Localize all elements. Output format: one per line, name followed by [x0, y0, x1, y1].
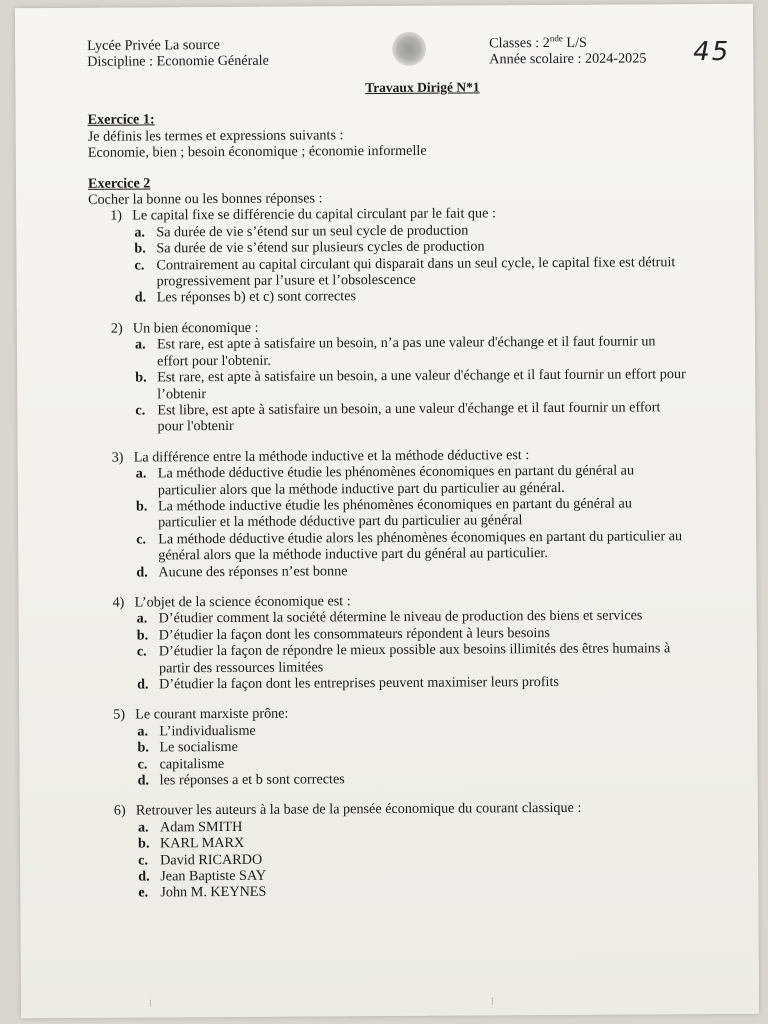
question-list — [88, 205, 692, 902]
option-text: D’étudier comment la société détermine le niveau de production des biens et services — [158, 607, 643, 627]
answer-option — [135, 333, 689, 369]
question-text: Le capital fixe se différencie du capital circulant par le fait que : — [132, 205, 496, 224]
option-text: les réponses a et b sont correctes — [159, 771, 345, 789]
question-block — [92, 800, 693, 902]
question-number: 4) — [112, 594, 125, 611]
option-letter: e. — [138, 884, 149, 901]
option-text: Adam SMITH — [159, 818, 243, 836]
question-number: 5) — [113, 707, 126, 724]
question-number: 3) — [111, 449, 124, 466]
discipline-label: Discipline : Economie Générale — [87, 53, 269, 71]
option-text: Les réponses b) et c) sont correctes — [156, 288, 357, 306]
question-block — [88, 205, 689, 307]
question-text: Le courant marxiste prône: — [135, 706, 289, 723]
exercise-1-terms: Economie, bien ; besoin économique ; économie informelle — [87, 142, 427, 162]
option-text: D’étudier la façon de répondre le mieux possible aux besoins illimités des êtres humains à partir des ressources limitées — [158, 640, 671, 676]
option-letter: d. — [137, 676, 149, 693]
answer-option — [136, 528, 690, 564]
question-block — [90, 446, 691, 581]
option-text: KARL MARX — [159, 835, 245, 852]
answer-option — [138, 769, 692, 789]
classes-suffix: L/S — [562, 34, 587, 51]
stamp-mark — [392, 32, 426, 66]
question-number: 6) — [113, 803, 126, 820]
answer-option — [136, 561, 690, 581]
option-letter: a. — [136, 610, 148, 627]
option-text: La méthode déductive étudie les phénomènes économiques en partant du général au particulier alors que la méthode inductive part du particulier au général. — [157, 462, 635, 498]
answer-option — [137, 640, 691, 676]
option-letter: d. — [134, 289, 147, 307]
header-right — [489, 34, 646, 68]
option-text: D’étudier la façon dont les entreprises peuvent maximiser leurs profits — [159, 673, 559, 693]
document-content — [87, 33, 731, 902]
answer-option — [137, 673, 691, 693]
question-block — [91, 704, 691, 790]
option-text: capitalisme — [159, 755, 225, 773]
exercise-1-title: Exercice 1: — [87, 111, 155, 129]
option-text: Est rare, est apte à satisfaire un besoin, a une valeur d'échange et il faut fournir un effort pour l’obtenir — [157, 366, 686, 402]
document-page — [15, 4, 759, 1018]
option-letter: d. — [137, 772, 150, 789]
exercise-1-instruction: Je définis les termes et expressions suivants : — [87, 127, 344, 145]
option-letter: a. — [134, 224, 145, 241]
header-left — [87, 37, 269, 71]
option-text: Aucune des réponses n’est bonne — [158, 562, 348, 580]
question-text: La différence entre la méthode inductive et la méthode déductive est : — [133, 446, 530, 466]
option-letter: b. — [137, 739, 149, 756]
option-text: Jean Baptiste SAY — [160, 867, 267, 885]
option-letter: d. — [138, 868, 150, 885]
option-letter: c. — [137, 756, 148, 773]
option-letter: a. — [137, 723, 149, 740]
answer-option — [136, 495, 690, 531]
answer-option — [138, 882, 692, 902]
question-block — [91, 591, 692, 693]
answer-option — [135, 399, 689, 435]
document-title: Travaux Dirigé N*1 — [365, 79, 480, 96]
school-name: Lycée Privée La source — [87, 37, 220, 54]
option-letter: b. — [134, 240, 146, 257]
exercise-2-title: Exercice 2 — [87, 175, 151, 192]
answer-option — [134, 254, 688, 290]
option-text: Sa durée de vie s’étend sur un seul cycle de production — [156, 222, 469, 241]
option-letter: d. — [136, 564, 148, 581]
exercise-2-instruction: Cocher la bonne ou les bonnes réponses : — [88, 190, 323, 208]
staple-mark: ⁞ — [148, 998, 152, 1010]
exercise-2 — [88, 172, 692, 902]
option-letter: a. — [135, 465, 147, 482]
question-text: L’objet de la science économique est : — [134, 593, 351, 611]
option-text: John M. KEYNES — [160, 884, 267, 901]
answer-option — [135, 366, 689, 402]
option-letter: b. — [136, 627, 149, 644]
option-text: Contrairement au capital circulant qui disparait dans un seul cycle, le capital fixe est détruit progressivement par l’usure et l’obsolescence — [156, 253, 676, 290]
option-text: Sa durée de vie s’étend sur plusieurs cycles de production — [156, 238, 485, 257]
classes-label — [489, 34, 646, 51]
answer-option — [135, 287, 689, 307]
option-letter: c. — [138, 852, 149, 869]
question-number: 2) — [110, 320, 123, 337]
answer-option — [136, 462, 690, 498]
option-text: Est rare, est apte à satisfaire un besoin, n’a pas une valeur d'échange et il faut fournir un effort pour l'obtenir. — [156, 333, 656, 370]
option-letter: c. — [135, 402, 146, 419]
option-letter: b. — [137, 835, 150, 852]
classes-sup: nde — [549, 33, 563, 44]
option-letter: c. — [136, 531, 147, 548]
staple-mark: ⁞ — [490, 996, 494, 1008]
school-year: Année scolaire : 2024-2025 — [489, 50, 647, 68]
option-letter: b. — [135, 369, 147, 386]
question-block — [89, 317, 690, 436]
option-letter: c. — [134, 257, 145, 274]
classes-prefix: Classes : 2 — [489, 34, 550, 52]
option-letter: a. — [137, 819, 149, 836]
exercise-1 — [88, 109, 688, 162]
question-number: 1) — [110, 208, 123, 225]
option-text: L’individualisme — [159, 722, 256, 740]
option-letter: a. — [134, 336, 146, 353]
option-letter: c. — [136, 643, 147, 660]
option-text: La méthode déductive étudie alors les phénomènes économiques en partant du particulier au général alors que la méthode inductive part du général au particulier. — [158, 527, 683, 564]
handwritten-score: 45 — [693, 36, 731, 68]
question-text: Retrouver les auteurs à la base de la pensée économique du courant classique : — [135, 800, 582, 819]
option-text: Est libre, est apte à satisfaire un besoin, a une valeur d'échange et il faut fournir un effort pour l'obtenir — [157, 399, 661, 435]
option-text: Le socialisme — [159, 739, 238, 756]
option-text: D’étudier la façon dont les consommateurs répondent à leurs besoins — [158, 624, 551, 644]
question-text: Un bien économique : — [132, 319, 259, 337]
document-header — [87, 33, 731, 78]
option-text: La méthode inductive étudie les phénomènes économiques en partant du général au particulier et la méthode déductive part du particulier au général — [157, 495, 632, 531]
option-letter: b. — [135, 498, 148, 515]
option-text: David RICARDO — [160, 851, 263, 869]
